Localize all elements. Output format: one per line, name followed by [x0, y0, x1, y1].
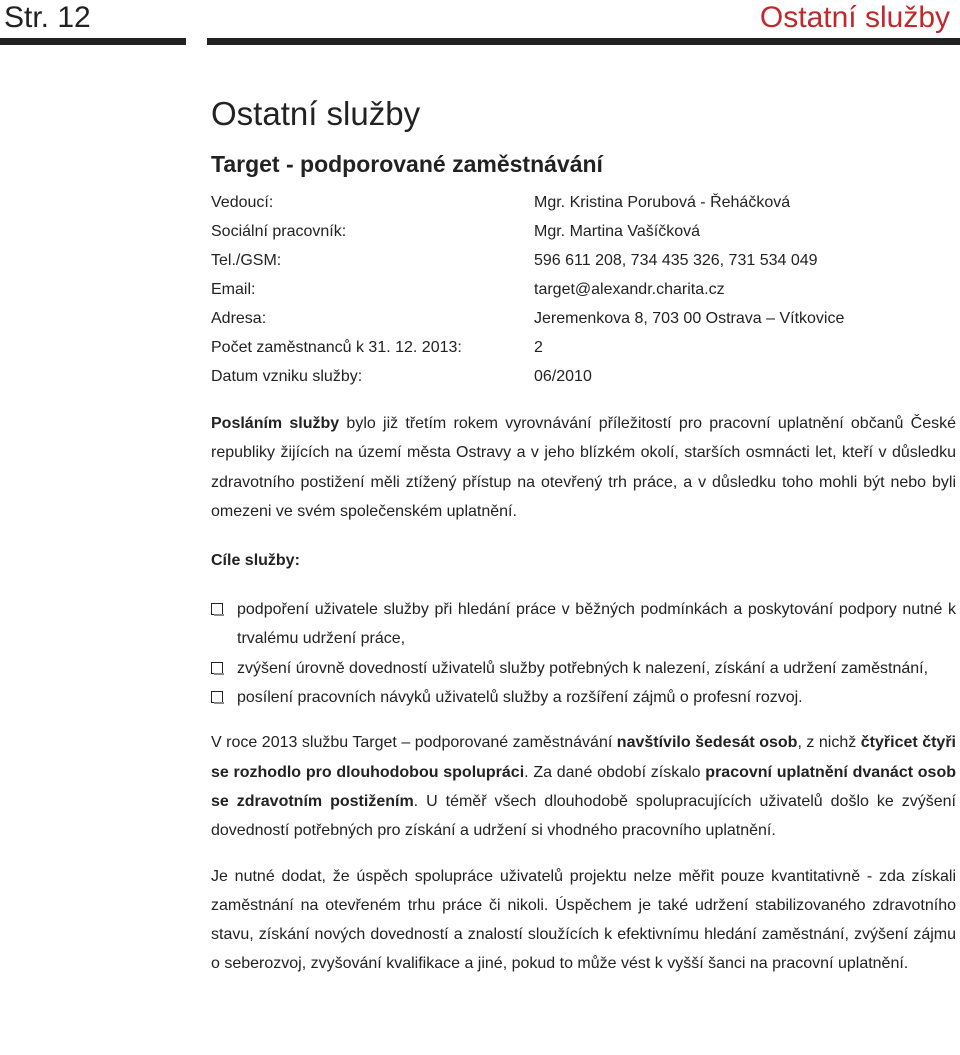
- info-row: [211, 275, 956, 304]
- checkbox-bullet-icon: [211, 691, 223, 703]
- mission-text: bylo již třetím rokem vyrovnávání příležitostí pro pracovní uplatnění občanů České republiky žijících na území města Ostravy a v jeho blízkém okolí, starších osmnácti let, kteří v důsledku zdravotního postižení měli ztížený přístup na otevřený trh práce, a v důsledku toho mohli být nebo byli omezeni ve svém společenském uplatnění.: [211, 415, 956, 520]
- info-label: Počet zaměstnanců k 31. 12. 2013:: [211, 339, 462, 356]
- results-bold: pracovní uplatnění dvanáct osob se zdravotním postižením: [211, 763, 956, 810]
- header-section-title: Ostatní služby: [759, 1, 950, 34]
- info-value: 06/2010: [534, 368, 592, 385]
- page-number: Str. 12: [4, 1, 91, 34]
- note-paragraph: Je nutné dodat, že úspěch spolupráce uživatelů projektu nelze měřit pouze kvantitativně - zda získali zaměstnání na otevřeném trhu práce či nikoli. Úspěchem je také udržení stabilizovaného zdravotního stavu, získání nových dovedností a znalostí sloužících k efektivnímu hledání zaměstnání, zvýšení zájmu o seberozvoj, zvyšování kvalifikace a jiné, pokud to může vést k vyšší šanci na pracovní uplatnění.: [211, 867, 956, 973]
- info-value: 2: [534, 339, 543, 356]
- results-bold: čtyřicet čtyři se rozhodlo pro dlouhodobou spolupráci: [211, 734, 956, 781]
- info-row: [211, 217, 956, 246]
- page-title: Ostatní služby: [211, 95, 421, 132]
- info-value: Mgr. Kristina Porubová - Řeháčková: [534, 194, 791, 211]
- info-label: Datum vzniku služby:: [211, 368, 363, 385]
- list-item: [211, 683, 956, 712]
- goal-text: podpoření uživatele služby při hledání práce v běžných podmínkách a poskytování podpory nutné k trvalému udržení práce,: [237, 601, 956, 648]
- goals-title: Cíle služby:: [211, 552, 300, 570]
- info-row: [211, 333, 956, 362]
- checkbox-bullet-icon: [211, 603, 223, 615]
- info-value: 596 611 208, 734 435 326, 731 534 049: [534, 252, 818, 269]
- list-item: [211, 595, 956, 654]
- results-text: , z nichž: [797, 734, 861, 752]
- info-label: Email:: [211, 281, 256, 298]
- results-text: V roce 2013 službu Target – podporované zaměstnávání: [211, 734, 617, 752]
- goals-list: [211, 595, 956, 712]
- mission-paragraph: [211, 409, 956, 526]
- results-text: . U téměř všech dlouhodobě spolupracujících uživatelů došlo ke zvýšení dovedností potřebných pro získání a udržení si vhodného pracovního uplatnění.: [211, 792, 957, 840]
- info-label: Sociální pracovník:: [211, 223, 347, 240]
- goal-text: zvýšení úrovně dovedností uživatelů služby potřebných k nalezení, získání a udržení zaměstnání,: [237, 659, 929, 677]
- info-row: [211, 362, 956, 391]
- info-row: [211, 246, 956, 275]
- service-info: [211, 188, 956, 391]
- results-bold: navštívilo šedesát osob: [616, 734, 798, 752]
- info-label: Tel./GSM:: [211, 252, 282, 269]
- info-row: [211, 304, 956, 333]
- info-row: [211, 188, 956, 217]
- header-rule-left: [0, 38, 186, 45]
- results-text: . Za dané období získalo: [524, 763, 706, 781]
- info-value: Jeremenkova 8, 703 00 Ostrava – Vítkovice: [534, 310, 845, 327]
- info-label: Adresa:: [211, 310, 267, 327]
- checkbox-bullet-icon: [211, 662, 223, 674]
- mission-bold: Posláním služby: [211, 415, 340, 432]
- service-title: Target - podporované zaměstnávání: [211, 151, 603, 177]
- page-content: [211, 92, 956, 979]
- header-rule-right: [207, 38, 960, 45]
- info-value: Mgr. Martina Vašíčková: [534, 223, 700, 240]
- info-label: Vedoucí:: [211, 194, 274, 211]
- goal-text: posílení pracovních návyků uživatelů služby a rozšíření zájmů o profesní rozvoj.: [237, 689, 803, 707]
- info-value: target@alexandr.charita.cz: [534, 281, 725, 298]
- results-paragraph: [211, 728, 956, 845]
- list-item: [211, 654, 956, 683]
